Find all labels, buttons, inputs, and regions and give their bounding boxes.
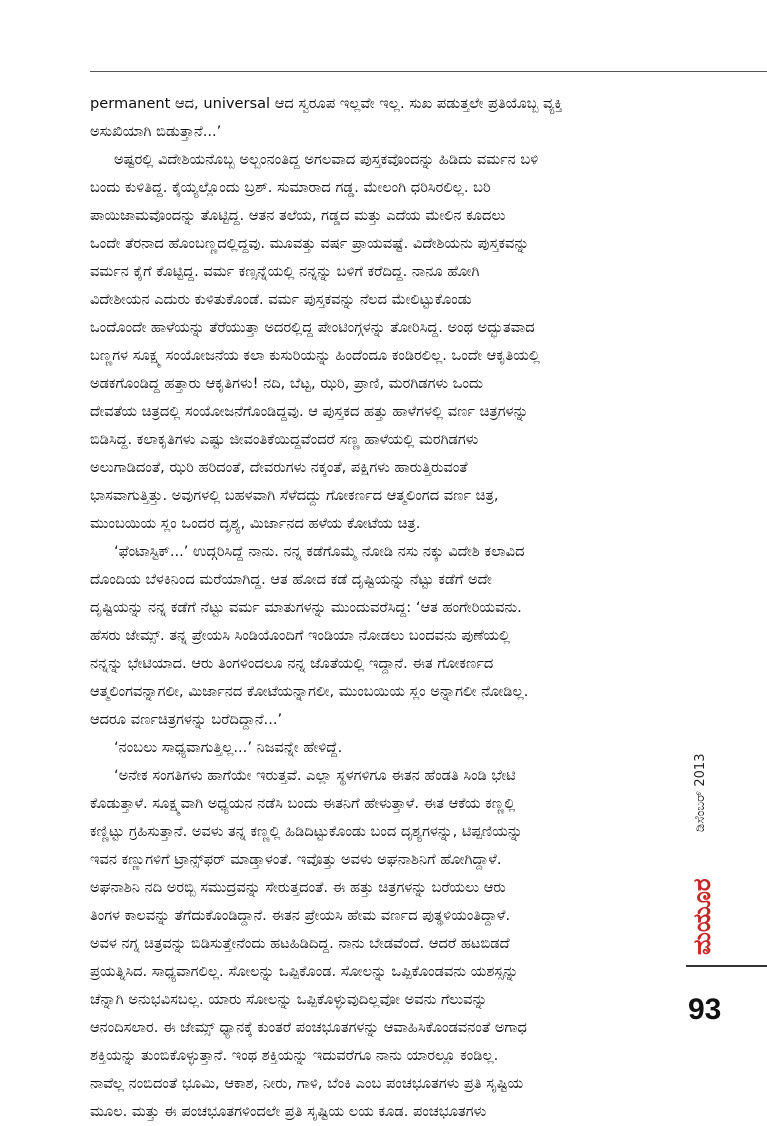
text-line: ಮುಂಬಯಿಯ ಸ್ಲಂ ಒಂದರ ದೃಶ್ಯ, ಮಿರ್ಜಾನದ ಹಳೆಯ ಕೋಟೆಯ ಚಿತ್ರ. — [90, 515, 421, 532]
text-line: ಒಂದೊಂದೇ ಹಾಳೆಯನ್ನು ತೆರೆಯುತ್ತಾ ಅದರಲ್ಲಿದ್ದ ಪೇಂಟಿಂಗ್ಗಳನ್ನು ತೋರಿಸಿದ್ದ. ಅಂಥ ಅದ್ಭುತವಾದ — [90, 319, 535, 336]
top-rule — [90, 71, 767, 72]
text-line: ಶಕ್ತಿಯನ್ನು ತುಂಬಿಕೊಳ್ಳುತ್ತಾನೆ. ಇಂಥ ಶಕ್ತಿಯನ್ನು ಇದುವರೆಗೂ ನಾನು ಯಾರಲ್ಲೂ ಕಂಡಿಲ್ಲ. — [90, 1047, 499, 1064]
text-line: ಒಂದೇ ತೆರನಾದ ಹೊಂಬಣ್ಣದಲ್ಲಿದ್ದವು. ಮೂವತ್ತು ವರ್ಷ ಪ್ರಾಯವಷ್ಟೆ. ವಿದೇಶಿಯನು ಪುಸ್ತಕವನ್ನು — [90, 235, 530, 252]
text-line: ಕೊಡುತ್ತಾಳೆ. ಸೂಕ್ಷ್ಮವಾಗಿ ಅಧ್ಯಯನ ನಡೆಸಿ ಬಂದು ಈತನಿಗೆ ಹೇಳುತ್ತಾಳೆ. ಈತ ಆಕೆಯ ಕಣ್ಣಲ್ಲಿ — [90, 795, 516, 812]
text-line: ಅವಳ ನಗ್ನ ಚಿತ್ರವನ್ನು ಬಿಡಿಸುತ್ತೇನೆಂದು ಹಟಹಿಡಿದಿದ್ದ. ನಾನು ಬೇಡವೆಂದೆ. ಆದರೆ ಹಟಬಿಡದೆ — [90, 935, 510, 952]
text-line: ವಿದೇಶೀಯನ ಎದುರು ಕುಳಿತುಕೊಂಡೆ. ವರ್ಮ ಪುಸ್ತಕವನ್ನು ನೆಲದ ಮೇಲಿಟ್ಟುಕೊಂಡು — [90, 291, 472, 308]
text-line: ದೃಷ್ಟಿಯನ್ನು ನನ್ನ ಕಡೆಗೆ ನೆಟ್ಟು ವರ್ಮ ಮಾತುಗಳನ್ನು ಮುಂದುವರೆಸಿದ್ದ: ‘ಆತ ಹಂಗೇರಿಯವನು. — [90, 599, 522, 616]
text-line: ಚೆನ್ನಾಗಿ ಅನುಭವಿಸಬಲ್ಲ. ಯಾರು ಸೋಲನ್ನು ಒಪ್ಪಿಕೊಳ್ಳುವುದಿಲ್ಲವೋ ಅವನು ಗೆಲುವನ್ನು — [90, 991, 488, 1008]
text-line: ಅಡಕಗೊಂಡಿದ್ದ ಹತ್ತಾರು ಆಕೃತಿಗಳು! ನದಿ, ಬೆಟ್ಟ, ಝರಿ, ಪ್ರಾಣಿ, ಮರಗಿಡಗಳು ಒಂದು — [90, 375, 484, 392]
text-line: ಅಸುಖಿಯಾಗಿ ಬಿಡುತ್ತಾನೆ...’ — [90, 123, 222, 140]
text-line: ನನ್ನನ್ನು ಭೇಟಿಯಾದ. ಆರು ತಿಂಗಳಿಂದಲೂ ನನ್ನ ಜೊತೆಯಲ್ಲಿ ಇದ್ದಾನೆ. ಈತ ಗೋಕರ್ಣದ — [90, 655, 494, 672]
text-line: ಭಾಸವಾಗುತ್ತಿತ್ತು. ಅವುಗಳಲ್ಲಿ ಬಹಳವಾಗಿ ಸೆಳೆದದ್ದು ಗೋಕರ್ಣದ ಆತ್ಮಲಿಂಗದ ವರ್ಣ ಚಿತ್ರ, — [90, 487, 499, 504]
text-line: ದೊಂದಿಯ ಬೆಳಕಿನಿಂದ ಮರೆಯಾಗಿದ್ದ. ಆತ ಹೋದ ಕಡೆ ದೃಷ್ಟಿಯನ್ನು ನೆಟ್ಟು ಕಡೆಗೆ ಅದೇ — [90, 571, 492, 588]
text-line: ಬಣ್ಣಗಳ ಸೂಕ್ಷ್ಮ ಸಂಯೋಜನೆಯ ಕಲಾ ಕುಸುರಿಯನ್ನು ಹಿಂದೆಂದೂ ಕಂಡಿರಲಿಲ್ಲ. ಒಂದೇ ಆಕೃತಿಯಲ್ಲಿ — [90, 347, 540, 364]
text-line: ಅಘನಾಶಿನಿ ನದಿ ಅರಬ್ಬಿ ಸಮುದ್ರವನ್ನು ಸೇರುತ್ತದಂತೆ. ಈ ಹತ್ತು ಚಿತ್ರಗಳನ್ನು ಬರೆಯಲು ಆರು — [90, 879, 506, 896]
article-body — [90, 90, 674, 1126]
text-line: ‘ನಂಬಲು ಸಾಧ್ಯವಾಗುತ್ತಿಲ್ಲ...’ ನಿಜವನ್ನೇ ಹೇಳಿದ್ದೆ. — [114, 739, 343, 756]
text-line: ತಿಂಗಳ ಕಾಲವನ್ನು ತೆಗೆದುಕೊಂಡಿದ್ದಾನೆ. ಈತನ ಪ್ರೇಯಸಿ ಹೇಮ ವರ್ಣದ ಪುತ್ಥಳಿಯಂತಿದ್ದಾಳೆ. — [90, 907, 511, 924]
text-line: ದೇವತೆಯ ಚಿತ್ರದಲ್ಲಿ ಸಂಯೋಜನೆಗೊಂಡಿದ್ದವು. ಆ ಪುಸ್ತಕದ ಹತ್ತು ಹಾಳೆಗಳಲ್ಲಿ ವರ್ಣ ಚಿತ್ರಗಳನ್ನು — [90, 403, 529, 420]
text-line: ಆದರೂ ವರ್ಣಚಿತ್ರಗಳನ್ನು ಬರೆದಿದ್ದಾನೆ...’ — [90, 711, 283, 728]
text-line: ಬಂದು ಕುಳಿತಿದ್ದ. ಕೈಯ್ಯಲ್ಲೊಂದು ಬ್ರಶ್. ಸುಮಾರಾದ ಗಡ್ಡ. ಮೇಲಂಗಿ ಧರಿಸಿರಲಿಲ್ಲ. ಬರಿ — [90, 179, 491, 196]
bottom-rule — [686, 965, 767, 967]
text-line: ‘ಫೆಂಟಾಸ್ಟಿಕ್...’ ಉದ್ಗರಿಸಿದ್ದೆ ನಾನು. ನನ್ನ ಕಡೆಗೊಮ್ಮೆ ನೋಡಿ ನಸು ನಕ್ಕು ವಿದೇಶಿ ಕಲಾವಿದ — [114, 543, 525, 560]
text-line: ಆನಂದಿಸಲಾರ. ಈ ಜೇಮ್ಸ್ ಧ್ಯಾನಕ್ಕೆ ಕುಂತರೆ ಪಂಚಭೂತಗಳನ್ನು ಆವಾಹಿಸಿಕೊಂಡವನಂತೆ ಅಗಾಧ — [90, 1019, 527, 1036]
text-line: ನಾವೆಲ್ಲ ನಂಬಿದಂತೆ ಭೂಮಿ, ಆಕಾಶ, ನೀರು, ಗಾಳಿ, ಬೆಂಕಿ ಎಂಬ ಪಂಚಭೂತಗಳು ಪ್ರತಿ ಸೃಷ್ಟಿಯ — [90, 1075, 524, 1092]
text-line: ವರ್ಮನ ಕೈಗೆ ಕೊಟ್ಟಿದ್ದ. ವರ್ಮ ಕಣ್ಸನ್ನೆಯಲ್ಲಿ ನನ್ನನ್ನು ಬಳಿಗೆ ಕರೆದಿದ್ದ. ನಾನೂ ಹೋಗಿ — [90, 263, 480, 280]
text-line: ಕಣ್ಣಿಟ್ಟು ಗ್ರಹಿಸುತ್ತಾನೆ. ಅವಳು ತನ್ನ ಕಣ್ಣಲ್ಲಿ ಹಿಡಿದಿಟ್ಟುಕೊಂಡು ಬಂದ ದೃಶ್ಯಗಳನ್ನು, ಟಿಪ್ಪಣಿಯನ್ನು — [90, 823, 523, 840]
text-line: ಪಾಯಿಜಾಮವೊಂದನ್ನು ತೊಟ್ಟಿದ್ದ. ಆತನ ತಲೆಯ, ಗಡ್ಡದ ಮತ್ತು ಎದೆಯ ಮೇಲಿನ ಕೂದಲು — [90, 207, 506, 224]
text-line: ಹೆಸರು ಜೇಮ್ಸ್. ತನ್ನ ಪ್ರೇಯಸಿ ಸಿಂಡಿಯೊಂದಿಗೆ ಇಂಡಿಯಾ ನೋಡಲು ಬಂದವನು ಪುಣೆಯಲ್ಲಿ — [90, 627, 511, 644]
issue-date: ಡಿಸೆಂಬರ್ 2013 — [693, 753, 708, 832]
text-line: ಇವನ ಕಣ್ಣುಗಳಿಗೆ ಟ್ರಾನ್ಸ್‌ಫರ್ ಮಾಡ್ತಾಳಂತೆ. ಇವೊತ್ತು ಅವಳು ಅಘನಾಶಿನಿಗೆ ಹೋಗಿದ್ದಾಳೆ. — [90, 851, 502, 868]
text-line: ‘ಅನೇಕ ಸಂಗತಿಗಳು ಹಾಗೆಯೇ ಇರುತ್ತವೆ. ಎಲ್ಲಾ ಸ್ಥಳಗಳಿಗೂ ಈತನ ಹೆಂಡತಿ ಸಿಂಡಿ ಭೇಟಿ — [114, 767, 516, 784]
page-number: 93 — [688, 993, 722, 1026]
text-line: ಮೂಲ. ಮತ್ತು ಈ ಪಂಚಭೂತಗಳಿಂದಲೇ ಪ್ರತಿ ಸೃಷ್ಟಿಯ ಲಯ ಕೂಡ. ಪಂಚಭೂತಗಳು — [90, 1103, 487, 1120]
text-line: ಅಲುಗಾಡಿದಂತೆ, ಝರಿ ಹರಿದಂತೆ, ದೇವರುಗಳು ನಕ್ಕಂತೆ, ಪಕ್ಷಿಗಳು ಹಾರುತ್ತಿರುವಂತೆ — [90, 459, 468, 476]
text-line: ಆತ್ಮಲಿಂಗವನ್ನಾಗಲೀ, ಮಿರ್ಜಾನದ ಕೋಟೆಯನ್ನಾಗಲೀ, ಮುಂಬಯಿಯ ಸ್ಲಂ ಅನ್ನಾಗಲೀ ನೋಡಿಲ್ಲ. — [90, 683, 529, 700]
magazine-brand: ಮಯೂರ — [688, 878, 716, 955]
text-line: ಅಷ್ಟರಲ್ಲಿ ವಿದೇಶಿಯನೊಬ್ಬ ಅಲ್ಬಂನಂತಿದ್ದ ಅಗಲವಾದ ಪುಸ್ತಕವೊಂದನ್ನು ಹಿಡಿದು ವರ್ಮನ ಬಳಿ — [114, 151, 539, 168]
text-line: ಬಿಡಿಸಿದ್ದ. ಕಲಾಕೃತಿಗಳು ಎಷ್ಟು ಜೀವಂತಿಕೆಯಿದ್ದವೆಂದರೆ ಸಣ್ಣ ಹಾಳೆಯಲ್ಲಿ ಮರಗಿಡಗಳು — [90, 431, 479, 448]
text-line: ಪ್ರಯತ್ನಿಸಿದ. ಸಾಧ್ಯವಾಗಲಿಲ್ಲ. ಸೋಲನ್ನು ಒಪ್ಪಿಕೊಂಡ. ಸೋಲನ್ನು ಒಪ್ಪಿಕೊಂಡವನು ಯಶಸ್ಸನ್ನು — [90, 963, 519, 980]
text-line: permanent ಆದ, universal ಆದ ಸ್ವರೂಪ ಇಲ್ಲವೇ ಇಲ್ಲ. ಸುಖ ಪಡುತ್ತಲೇ ಪ್ರತಿಯೊಬ್ಬ ವ್ಯಕ್ತಿ — [90, 95, 563, 112]
